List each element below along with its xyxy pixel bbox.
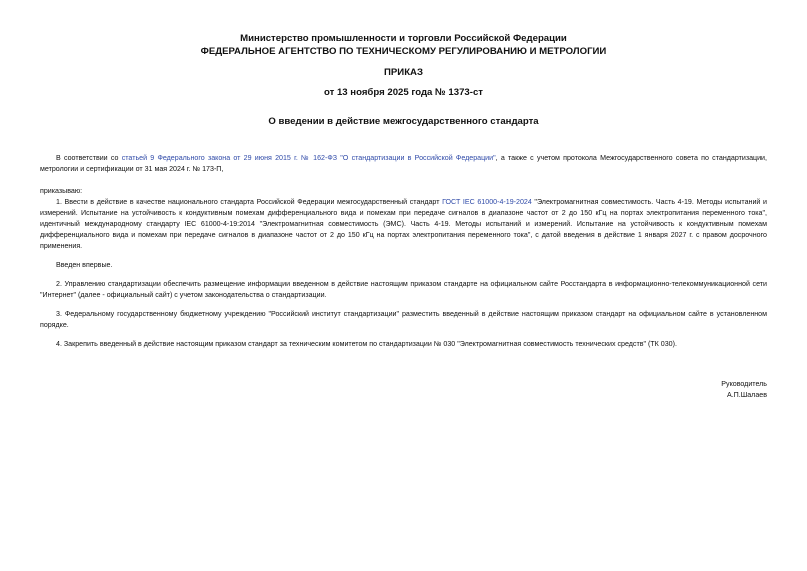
preamble-text-1: В соответствии со (56, 154, 122, 162)
item-3-paragraph: 3. Федеральному государственному бюджетному учреждению "Российский институт стандартизации" разместить введенный в действие настоящим приказом стандарт на официальном сайте в установленном порядке. (40, 310, 767, 329)
document-subject: О введении в действие межгосударственного стандарта (268, 116, 539, 127)
document-body (40, 153, 767, 350)
gost-standard-link[interactable]: ГОСТ IEC 61000-4-19-2024 (442, 198, 532, 206)
signatory-title: Руководитель (721, 380, 767, 388)
ministry-name: Министерство промышленности и торговли Российской Федерации (240, 33, 567, 44)
agency-name: ФЕДЕРАЛЬНОЕ АГЕНТСТВО ПО ТЕХНИЧЕСКОМУ РЕГУЛИРОВАНИЮ И МЕТРОЛОГИИ (200, 46, 607, 57)
law-article-link[interactable]: статьей 9 Федерального закона от 29 июня 2015 г. № 162-ФЗ "О стандартизации в Российской Федерации" (121, 154, 496, 162)
item-2-paragraph: 2. Управлению стандартизации обеспечить размещение информации введенном в действие настоящим приказом стандарте на официальном сайте Росстандарта в информационно-телекоммуникационной сети "Интернет" (далее - официальный сайт) с учетом законодательства о стандартизации. (40, 280, 767, 299)
preamble-paragraph (40, 153, 767, 175)
preamble-text-2: , а также с учетом протокола Межгосударственного совета по стандартизации, метрологии и сертификации от 31 мая 2024 г. № 173-П, (40, 154, 767, 173)
introduced-first-note: Введен впервые. (56, 261, 113, 269)
item-4-paragraph: 4. Закрепить введенный в действие настоящим приказом стандарт за техническим комитетом по стандартизации № 030 "Электромагнитная совместимость технических средств" (ТК 030). (56, 340, 677, 348)
document-type: ПРИКАЗ (384, 67, 423, 78)
signature-block (721, 379, 767, 401)
signatory-name: А.П.Шалаев (726, 391, 767, 399)
item-1-text-1: 1. Ввести в действие в качестве национального стандарта Российской Федерации межгосударственный стандарт (56, 198, 443, 206)
document-date-number: от 13 ноября 2025 года № 1373-ст (323, 87, 483, 98)
item-1-text-2: "Электромагнитная совместимость. Часть 4-19. Методы испытаний и измерений. Испытание на устойчивость к кондуктивным помехам дифференциального вида и помехам при передаче сигналов в диапазоне частот от 2 до 150 кГц на портах электропитания переменного тока", идентичный международному стандарту IEC 61000-4-19:2014 "Электромагнитная совместимость (ЭМС). Часть 4-19. Методы испытаний и измерений. Испытание на устойчивость к кондуктивным помехам дифференциального вида и помехам при передаче сигналов в диапазоне частот от 2 до 150 кГц на портах электропитания переменного тока", с датой введения в действие 1 января 2027 г. с правом досрочного применения. (40, 198, 767, 250)
item-1-paragraph (40, 197, 767, 252)
order-word: приказываю: (40, 187, 83, 195)
